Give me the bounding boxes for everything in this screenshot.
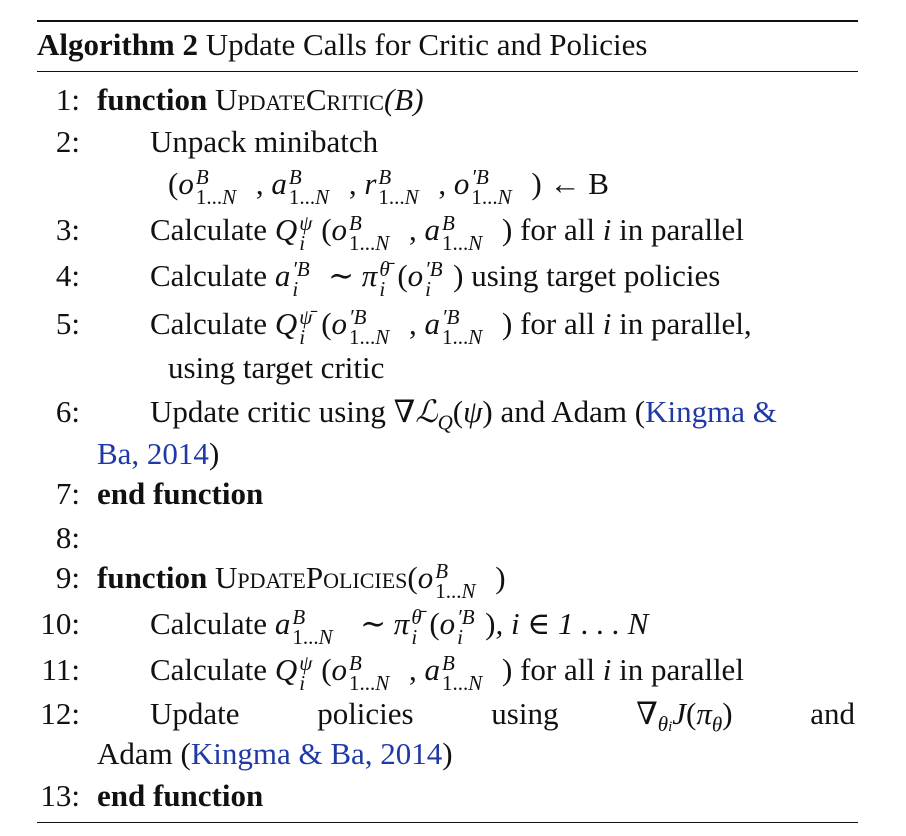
text-post: )	[208, 436, 220, 471]
algorithm-line-13	[0, 774, 906, 818]
text-pre: Calculate	[150, 652, 268, 687]
text-word: Update	[150, 696, 240, 731]
text-pre: Update critic using	[150, 394, 386, 429]
math-var: i	[602, 652, 612, 687]
line-content: function UpdatePolicies(o B 1...N )	[97, 558, 506, 603]
algorithm-line-8	[0, 516, 906, 560]
line-number: 3:	[55, 212, 80, 247]
text-pre: Adam (	[97, 736, 191, 771]
algorithm-line-9	[0, 556, 906, 603]
text-post: , i ∈ 1 . . . N	[495, 606, 649, 641]
algorithm-line-12	[0, 692, 906, 736]
line-number: 4:	[55, 258, 80, 293]
text-post: for all	[520, 212, 595, 247]
text-post2: in parallel,	[619, 306, 752, 341]
function-name: UpdateCritic	[215, 82, 384, 117]
citation-link[interactable]: Ba, 2014	[97, 436, 209, 471]
caption-rule	[37, 71, 858, 72]
text-post: for all	[520, 306, 595, 341]
line-number: 10:	[40, 606, 80, 641]
math-gradient: $\nabla_{\theta i}J(\pi_\theta)$	[636, 696, 733, 737]
algorithm-line-11	[0, 648, 906, 695]
line-number: 7:	[55, 476, 80, 511]
text-word: and	[810, 696, 855, 731]
line-number: 1:	[55, 82, 80, 117]
function-name: UpdatePolicies	[215, 560, 408, 595]
line-content: Calculate Q ψ̄ i (o ′B 1...N , a ′B 1...N ) for all i in parallel,	[150, 304, 752, 349]
text-pre: Calculate	[150, 212, 268, 247]
line-content	[97, 732, 453, 776]
line-number: 13:	[40, 778, 80, 813]
citation-link[interactable]: Kingma & Ba, 2014	[190, 736, 443, 771]
math-var: i	[602, 306, 612, 341]
keyword: end function	[97, 778, 264, 813]
algorithm-line-2-cont	[0, 162, 906, 209]
function-arg: (B)	[383, 82, 424, 117]
text-pre: Calculate	[150, 606, 268, 641]
algorithm-label: Algorithm 2	[37, 27, 199, 62]
top-rule	[37, 20, 858, 22]
algorithm-line-3	[0, 208, 906, 255]
text-word: using	[491, 696, 559, 731]
text-post: for all	[520, 652, 595, 687]
algorithm-line-4	[0, 254, 906, 301]
line-content	[97, 78, 424, 122]
algorithm-line-5-cont	[0, 346, 906, 390]
algorithm-title: Update Calls for Critic and Policies	[205, 27, 648, 62]
text-post: using target policies	[471, 258, 721, 293]
text-pre: Calculate	[150, 306, 268, 341]
line-content: using target critic	[168, 350, 385, 385]
bottom-rule	[37, 822, 858, 823]
algorithm-line-1	[0, 78, 906, 122]
text-word: policies	[317, 696, 414, 731]
line-content: Calculate Q ψ i (o B 1...N , a B 1...N ) for all i in parallel	[150, 210, 744, 255]
line-number: 5:	[55, 306, 80, 341]
line-content: Calculate Q ψ i (o B 1...N , a B 1...N ) for all i in parallel	[150, 650, 744, 695]
citation-link[interactable]: Kingma &	[645, 394, 777, 429]
line-number: 9:	[55, 560, 80, 595]
text-post: )	[442, 736, 453, 771]
line-content: Unpack minibatch	[150, 124, 379, 159]
line-content: (o B 1...N , a B 1...N , r B 1...N , o ′B 1...N ) ← B	[168, 164, 609, 209]
algorithm-line-12-cont	[0, 732, 906, 776]
math-var: i	[602, 212, 612, 247]
assign-tail: ) ← B	[531, 166, 609, 201]
line-content	[97, 432, 219, 476]
line-content: Calculate a B 1...N ∼ π θ̄ i (o ′B i ), i ∈ 1 . . . N	[150, 604, 649, 649]
line-number: 12:	[40, 696, 80, 731]
algorithm-line-2	[0, 120, 906, 164]
keyword: function	[97, 82, 208, 117]
algorithm-line-6	[0, 390, 906, 434]
line-number: 11:	[41, 652, 80, 687]
line-content: Calculate a ′B i ∼ π θ̄ i (o ′B i ) using target policies	[150, 256, 721, 301]
line-number: 6:	[55, 394, 80, 429]
keyword: end function	[97, 476, 264, 511]
algorithm-line-7	[0, 472, 906, 516]
keyword: function	[97, 560, 208, 595]
algorithm-caption	[37, 26, 647, 64]
line-number: 2:	[55, 124, 80, 159]
algorithm-line-6-cont	[0, 432, 906, 476]
text-post: and Adam (	[500, 394, 646, 429]
text-pre: Calculate	[150, 258, 268, 293]
algorithm-line-5	[0, 302, 906, 349]
line-content: Update critic using ∇ℒ$_Q$(ψ) and Adam (Kingma &	[150, 394, 777, 435]
line-number: 8:	[55, 520, 80, 555]
text-post2: in parallel	[619, 652, 744, 687]
algorithm-line-10	[0, 602, 906, 649]
line-content	[150, 692, 855, 736]
text-post2: in parallel	[619, 212, 744, 247]
